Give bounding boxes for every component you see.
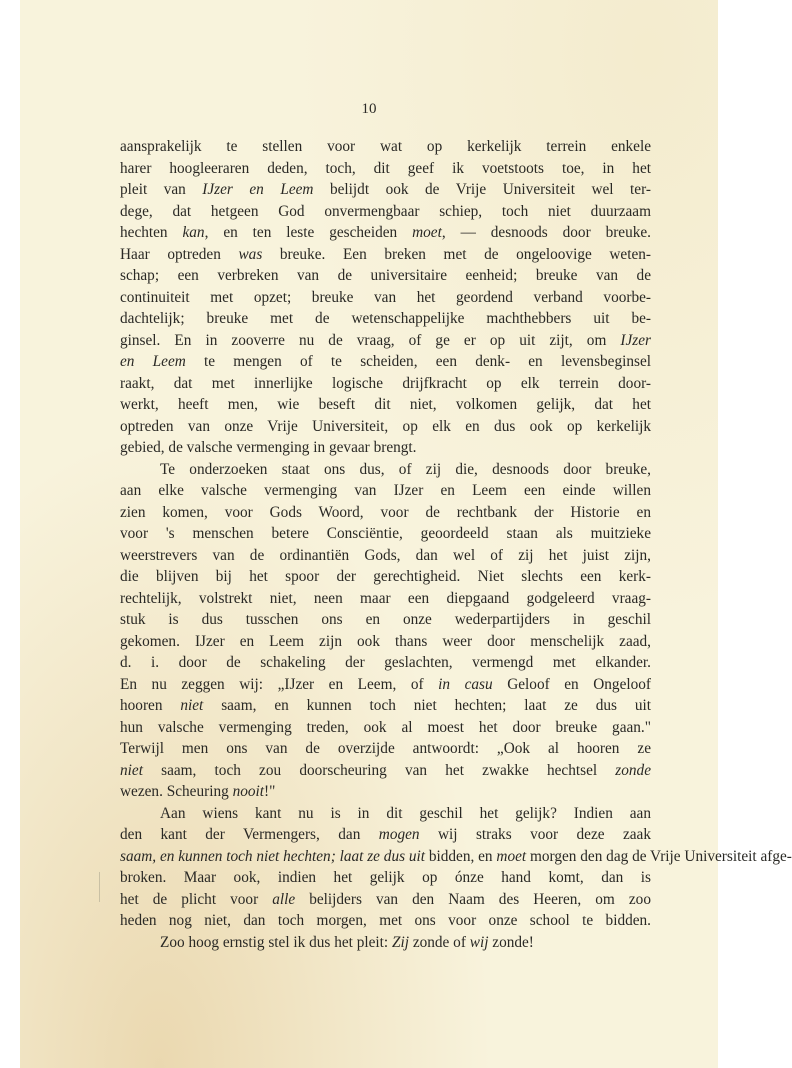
text-line: Terwijl men ons van de overzijde antwoordt: „Ook al hooren ze — [120, 740, 651, 757]
text-line: dege, dat hetgeen God onvermengbaar schiep, toch niet duurzaam — [120, 202, 651, 220]
text-line: Aan wiens kant nu is in dit geschil het gelijk? Indien aan — [160, 804, 651, 822]
text-line: ginsel. En in zooverre nu de vraag, of ge er op uit zijt, om IJzer — [120, 331, 651, 349]
text-line: werkt, heeft men, wie beseft dit niet, volkomen gelijk, dat het — [120, 396, 651, 413]
text-line: hun valsche vermenging treden, ook al moest het door breuke gaan." — [120, 718, 651, 736]
text-line: optreden van onze Vrije Universiteit, op elk en dus ook op kerkelijk — [120, 417, 651, 435]
text-line: raakt, dat met innerlijke logische drijfkracht op elk terrein door- — [120, 374, 651, 392]
text-line: aansprakelijk te stellen voor wat op kerkelijk terrein enkele — [120, 138, 651, 155]
text-line: den kant der Vermengers, dan mogen wij straks voor deze zaak — [120, 826, 651, 843]
text-line: saam, en kunnen toch niet hechten; laat ze dus uit bidden, en moet morgen den dag de Vrije Universiteit afge- — [120, 847, 792, 865]
text-line: het de plicht voor alle belijders van den Naam des Heeren, om zoo — [120, 890, 651, 908]
text-line: die blijven bij het spoor der gerechtigheid. Niet slechts een kerk- — [120, 568, 651, 585]
text-line: Zoo hoog ernstig stel ik dus het pleit: Zij zonde of wij zonde! — [160, 933, 534, 951]
text-line: rechtelijk, volstrekt niet, neen maar een diepgaand godgeleerd vraag- — [120, 589, 651, 607]
text-line: hooren niet saam, en kunnen toch niet hechten; laat ze dus uit — [120, 697, 651, 714]
text-line: schap; een verbreken van de universitaire eenheid; breuke van de — [120, 267, 651, 284]
text-line: gekomen. IJzer en Leem zijn ook thans weer door menschelijk zaad, — [120, 632, 651, 650]
text-line: En nu zeggen wij: „IJzer en Leem, of in casu Geloof en Ongeloof — [120, 675, 651, 693]
text-line: broken. Maar ook, indien het gelijk op ónze hand komt, dan is — [120, 869, 651, 886]
margin-mark — [99, 872, 100, 902]
text-line: aan elke valsche vermenging van IJzer en Leem een einde willen — [120, 482, 651, 499]
text-line: Haar optreden was breuke. Een breken met de ongeloovige weten- — [120, 245, 651, 263]
text-line: zien komen, voor Gods Woord, voor de rechtbank der Historie en — [120, 503, 651, 521]
text-line: weerstrevers van de ordinantiën Gods, dan wel of zij het juist zijn, — [120, 546, 651, 564]
text-line: niet saam, toch zou doorscheuring van het zwakke hechtsel zonde — [120, 761, 651, 779]
text-line: en Leem te mengen of te scheiden, een denk- en levensbeginsel — [120, 353, 651, 370]
text-line: harer hoogleeraren deden, toch, dit geef ik voetstoots toe, in het — [120, 159, 651, 177]
text-line: pleit van IJzer en Leem belijdt ook de Vrije Universiteit wel ter- — [120, 181, 651, 198]
text-line: dachtelijk; breuke met de wetenschappelijke machthebbers uit be- — [120, 310, 651, 327]
text-line: voor 's menschen betere Consciëntie, geoordeeld staan als muitzieke — [120, 525, 651, 542]
body-text — [120, 136, 792, 953]
text-line: gebied, de valsche vermenging in gevaar brengt. — [120, 439, 417, 456]
text-line: heden nog niet, dan toch morgen, met ons voor onze school te bidden. — [120, 912, 651, 929]
text-line: hechten kan, en ten leste gescheiden moet, — desnoods door breuke. — [120, 224, 652, 241]
text-line: continuiteit met opzet; breuke van het geordend verband voorbe- — [120, 288, 651, 306]
text-line: stuk is dus tusschen ons en onze wederpartijders in geschil — [120, 611, 651, 628]
text-line: d. i. door de schakeling der geslachten, vermengd met elkander. — [120, 654, 651, 671]
text-line: Te onderzoeken staat ons dus, of zij die, desnoods door breuke, — [160, 460, 651, 478]
page-number: 10 — [361, 101, 377, 117]
text-line: wezen. Scheuring nooit!" — [120, 783, 276, 800]
